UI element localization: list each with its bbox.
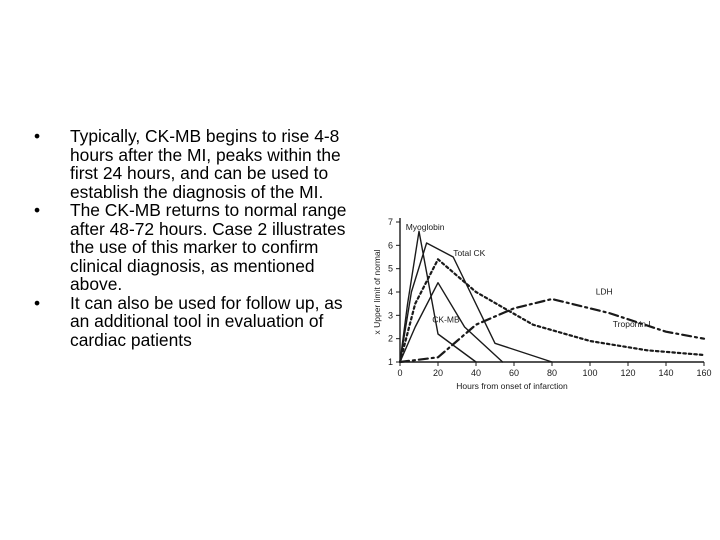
chart-svg (366, 214, 712, 396)
bullet-glyph: • (33, 126, 41, 146)
bullet-item (30, 127, 360, 201)
x-tick-label: 100 (582, 368, 598, 378)
bullet-text: Typically, CK-MB begins to rise 4-8 hours after the MI, peaks within the first 24 hours, and can be used to establish the diagnosis of the MI. (70, 126, 341, 202)
bullet-item (30, 201, 360, 294)
cardiac-marker-chart (366, 214, 712, 396)
bullet-glyph: • (33, 200, 41, 220)
y-tick-label: 5 (387, 263, 393, 274)
bullet-list (30, 127, 360, 349)
x-tick-label: 40 (470, 368, 482, 378)
y-tick-label: 6 (387, 240, 393, 251)
y-tick-label: 3 (387, 310, 393, 321)
x-axis-title: Hours from onset of infarction (456, 381, 568, 391)
bullet-item (30, 294, 360, 350)
x-tick-label: 80 (546, 368, 558, 378)
x-tick-label: 20 (432, 368, 444, 378)
label-ldh: LDH (595, 286, 613, 297)
y-tick-label: 7 (387, 217, 393, 227)
x-tick-label: 160 (696, 368, 712, 378)
x-tick-label: 140 (658, 368, 674, 378)
y-tick-label: 1 (387, 357, 393, 367)
label-ck-mb: CK-MB (432, 314, 460, 325)
y-tick-label: 4 (387, 287, 393, 297)
x-tick-label: 120 (620, 368, 636, 378)
bullet-text: The CK-MB returns to normal range after 48-72 hours. Case 2 illustrates the use of this marker to confirm clinical diagnosis, as mentioned above. (70, 200, 347, 294)
label-troponin-i: Troponin I (612, 319, 651, 329)
bullet-text: It can also be used for follow up, as an additional tool in evaluation of cardiac patients (70, 292, 343, 350)
x-tick-label: 0 (397, 368, 403, 378)
y-tick-label: 2 (387, 333, 393, 344)
label-myoglobin: Myoglobin (405, 222, 445, 233)
x-tick-label: 60 (508, 368, 520, 378)
bullet-glyph: • (33, 292, 41, 313)
label-total-ck: Total CK (453, 247, 486, 258)
y-axis-title: x Upper limit of normal (372, 249, 382, 335)
